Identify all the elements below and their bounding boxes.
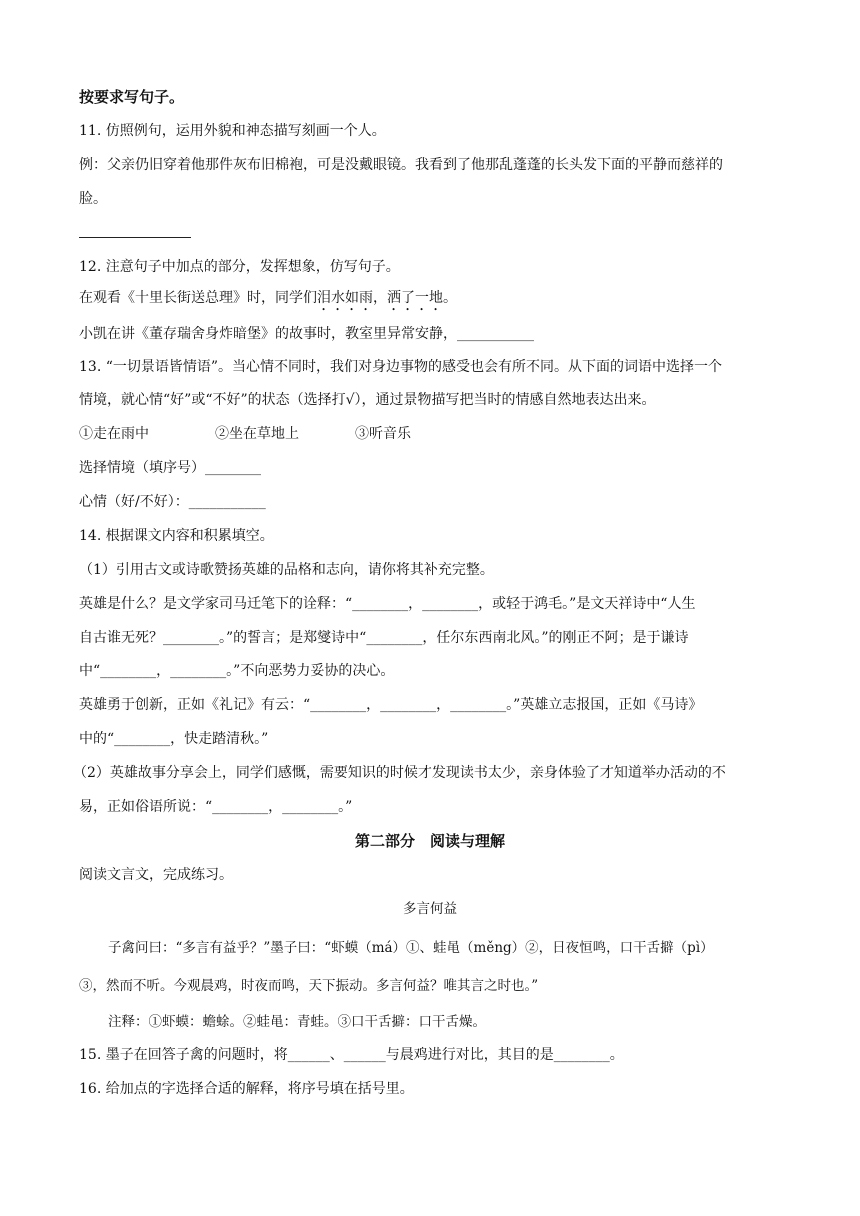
q12-dotted-phrase-1: 泪水如雨 [317, 290, 373, 306]
q12-sentence-post: 。 [443, 290, 457, 306]
q14-p2-line2[interactable]: 中的“________，快走踏清秋。” [79, 731, 269, 747]
q14-sub2-line2[interactable]: 易，正如俗语所说：“________，________。” [79, 799, 353, 815]
q13-option-3: ③听音乐 [355, 426, 411, 442]
passage-line2: ③，然而不听。今观晨鸡，时夜而鸣，天下振动。多言何益？唯其言之时也。” [79, 978, 539, 994]
q11-answer-line[interactable] [79, 237, 191, 238]
q12-sentence-mid: ， [373, 290, 387, 306]
section-title-2: 第二部分 阅读与理解 [354, 832, 505, 850]
q14-p2-line1[interactable]: 英雄勇于创新，正如《礼记》有云：“________，________，________。”英雄立志报国，正如《马诗》 [79, 697, 703, 713]
passage-title: 多言何益 [403, 901, 457, 917]
q13-choose-field[interactable]: 选择情境（填序号）________ [79, 460, 261, 476]
q12-task[interactable]: 小凯在讲《董存瑞舍身炸暗堡》的故事时，教室里异常安静，___________ [79, 326, 534, 342]
q16: 16. 给加点的字选择合适的解释，将序号填在括号里。 [79, 1081, 414, 1097]
q11-example-line1: 例：父亲仍旧穿着他那件灰布旧棉袍，可是没戴眼镜。我看到了他那乱蓬蓬的长头发下面的平静而慈祥的 [79, 157, 723, 173]
q13-option-1: ①走在雨中 [79, 426, 149, 442]
q12-dotted-phrase-2: 洒了一地 [387, 290, 443, 306]
q14-prompt: 14. 根据课文内容和积累填空。 [79, 528, 274, 544]
q13-line1: 13. “一切景语皆情语”。当心情不同时，我们对身边事物的感受也会有所不同。从下面的词语中选择一个 [79, 359, 723, 375]
q14-p1-line2[interactable]: 自古谁无死？________。”的誓言；是郑燮诗中“________，任尔东西南北风。”的刚正不阿；是于谦诗 [79, 630, 689, 646]
q13-mood-field[interactable]: 心情（好/不好）：___________ [79, 494, 266, 510]
passage-line1: 子禽问曰：“多言有益乎？”墨子曰：“虾蟆（má）①、蛙黾（měng）②，日夜恒鸣，口干舌擗（pì） [108, 940, 714, 956]
q12-sentence-pre: 在观看《十里长街送总理》时，同学们 [79, 290, 317, 306]
q14-sub1: （1）引用古文或诗歌赞扬英雄的品格和志向，请你将其补充完整。 [79, 562, 494, 578]
q14-sub2-line1: （2）英雄故事分享会上，同学们感慨，需要知识的时候才发现读书太少，亲身体验了才知道举办活动的不 [73, 765, 726, 781]
q14-p1-line1[interactable]: 英雄是什么？是文学家司马迁笔下的诠释：“________，________，或轻于鸿毛。”是文天祥诗中“人生 [79, 596, 696, 612]
reading-instruction: 阅读文言文，完成练习。 [79, 867, 233, 883]
q11-example-line2: 脸。 [79, 191, 107, 207]
passage-notes: 注释：①虾蟆：蟾蜍。②蛙黾：青蛙。③口干舌擗：口干舌燥。 [108, 1014, 486, 1030]
q13-option-2: ②坐在草地上 [215, 426, 299, 442]
q11-prompt: 11. 仿照例句，运用外貌和神态描写刻画一个人。 [79, 123, 386, 139]
section-title: 按要求写句子。 [79, 88, 185, 106]
q12-sentence [79, 288, 789, 314]
q13-line2: 情境，就心情“好”或“不好”的状态（选择打√），通过景物描写把当时的情感自然地表达出来。 [79, 392, 656, 408]
q12-prompt: 12. 注意句子中加点的部分，发挥想象，仿写句子。 [79, 259, 400, 275]
q14-p1-line3[interactable]: 中“________，________。”不向恶势力妥协的决心。 [79, 663, 395, 679]
q15[interactable]: 15. 墨子在回答子禽的问题时，将______、______与晨鸡进行对比，其目的是________。 [79, 1047, 624, 1063]
